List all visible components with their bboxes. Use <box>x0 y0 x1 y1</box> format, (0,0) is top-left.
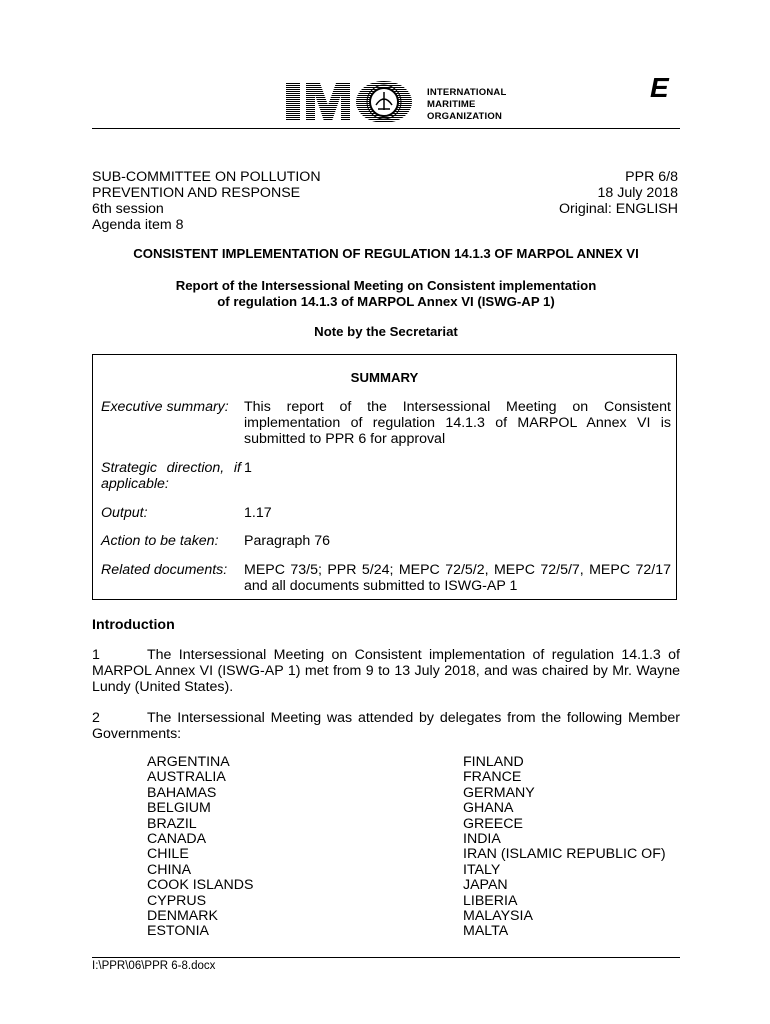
header-divider <box>92 128 680 129</box>
list-item: IRAN (ISLAMIC REPUBLIC OF) <box>463 846 666 863</box>
summary-label: Action to be taken: <box>101 533 219 549</box>
list-item: BAHAMAS <box>147 784 217 801</box>
list-item: CANADA <box>147 831 207 848</box>
list-item: COOK ISLANDS <box>147 877 254 894</box>
list-item: FINLAND <box>463 754 524 770</box>
list-item: CYPRUS <box>147 892 207 909</box>
summary-label: Strategic direction, if applicable: <box>101 460 241 492</box>
list-item: CHINA <box>147 861 192 878</box>
country-list-right <box>463 755 666 940</box>
paragraph: 2 The Intersessional Meeting was attended by delegates from the following Member Governments: <box>92 710 680 742</box>
summary-label: Output: <box>101 505 148 521</box>
list-item: ITALY <box>463 861 501 878</box>
list-item: LIBERIA <box>463 892 518 909</box>
introduction-heading: Introduction <box>92 617 175 633</box>
org-name: INTERNATIONAL MARITIME ORGANIZATION <box>427 87 507 122</box>
committee-info: SUB-COMMITTEE ON POLLUTION PREVENTION AND RESPONSE 6th session Agenda item 8 <box>92 169 321 233</box>
language-code: E <box>650 72 669 103</box>
document-title: CONSISTENT IMPLEMENTATION OF REGULATION 14.1.3 OF MARPOL ANNEX VI <box>133 246 639 261</box>
country-list-left <box>147 755 253 940</box>
imo-logo <box>286 79 420 125</box>
list-item: BRAZIL <box>147 815 197 832</box>
summary-heading: SUMMARY <box>350 370 419 385</box>
document-subtitle: Report of the Intersessional Meeting on Consistent implementation of regulation 14.1.3 of MARPOL Annex VI (ISWG-AP 1) <box>175 278 597 309</box>
list-item: ESTONIA <box>147 923 210 940</box>
list-item: CHILE <box>147 846 189 863</box>
list-item: AUSTRALIA <box>147 769 226 786</box>
list-item: FRANCE <box>463 769 522 786</box>
document-info: PPR 6/8 18 July 2018 Original: ENGLISH <box>558 169 678 217</box>
summary-label: Executive summary: <box>101 399 229 415</box>
summary-value: 1.17 <box>244 505 272 521</box>
list-item: BELGIUM <box>147 800 211 817</box>
summary-box <box>92 354 677 600</box>
list-item: MALTA <box>463 923 509 940</box>
list-item: GHANA <box>463 800 514 817</box>
summary-value: Paragraph 76 <box>244 533 330 549</box>
summary-value: 1 <box>244 460 252 476</box>
summary-label: Related documents: <box>101 562 228 578</box>
list-item: MALAYSIA <box>463 908 533 925</box>
footer-divider <box>92 957 680 958</box>
list-item: ARGENTINA <box>147 754 230 770</box>
summary-value: MEPC 73/5; PPR 5/24; MEPC 72/5/2, MEPC 72/5/7, MEPC 72/17 and all documents submitted to ISWG-AP 1 <box>244 562 671 594</box>
list-item: JAPAN <box>463 877 508 894</box>
list-item: DENMARK <box>147 908 218 925</box>
list-item: INDIA <box>463 831 501 848</box>
paragraph: 1 The Intersessional Meeting on Consistent implementation of regulation 14.1.3 of MARPOL Annex VI (ISWG-AP 1) met from 9 to 13 July 2018, and was chaired by Mr. Wayne Lundy (United States). <box>92 647 680 695</box>
list-item: GREECE <box>463 815 523 832</box>
summary-value: This report of the Intersessional Meeting on Consistent implementation of regulation 14.1.3 of MARPOL Annex VI is submitted to PPR 6 for approval <box>244 399 671 447</box>
list-item: GERMANY <box>463 784 535 801</box>
file-path: I:\PPR\06\PPR 6-8.docx <box>92 960 216 972</box>
document-note: Note by the Secretariat <box>314 324 458 339</box>
